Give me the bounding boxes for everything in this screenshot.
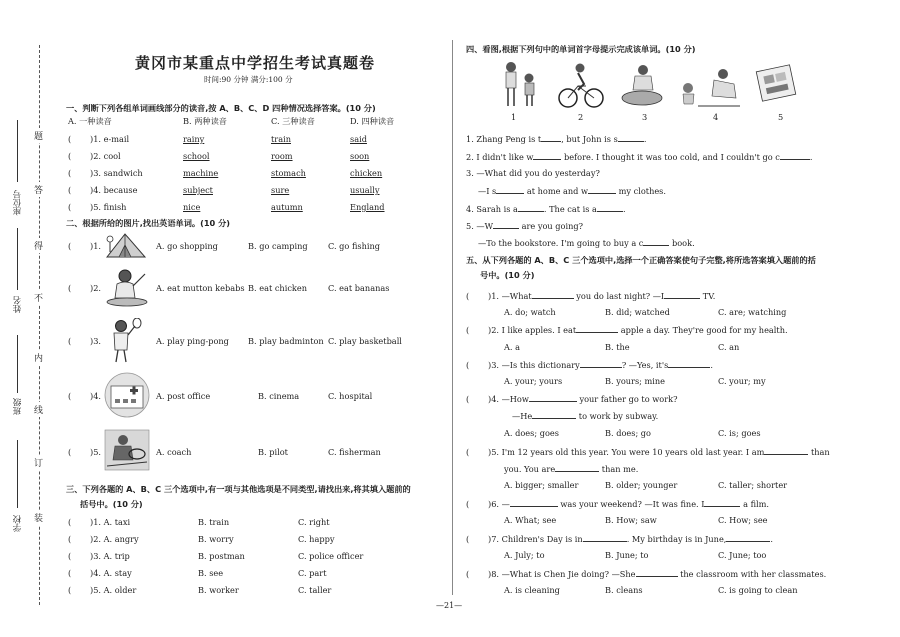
answer-paren[interactable]: ( <box>466 447 470 457</box>
option-a: )5. A. older <box>90 585 137 595</box>
option-b: B. go camping <box>248 241 308 251</box>
fill-sentence: 5. —W are you going? <box>466 221 584 231</box>
word: machine <box>183 168 219 178</box>
word: soon <box>350 151 370 161</box>
section1-heading: 一、判断下列各组单词画线部分的读音,按 A、B、C、D 四种情况选择答案。(10 分) <box>66 103 376 113</box>
option-a: )4. A. stay <box>90 568 132 578</box>
option-b: B. did; watched <box>605 307 670 317</box>
blank-input[interactable] <box>555 463 599 472</box>
word: train <box>271 134 291 144</box>
question-number: )3. <box>90 336 102 346</box>
option-c: C. eat bananas <box>328 283 390 293</box>
section3-heading: 三、下列各题的 A、B、C 三个选项中,有一项与其他选项是不同类型,请找出来,将其填入题前的 <box>66 484 411 494</box>
option-b: B. yours; mine <box>605 376 666 386</box>
blank-input[interactable] <box>780 151 810 160</box>
blank-input[interactable] <box>636 568 678 577</box>
washing-clothes-icon <box>617 60 667 110</box>
option-c: C. fisherman <box>328 447 381 457</box>
question: ( )6. — was your weekend? —It was fine. I a film. <box>466 499 770 509</box>
option-a: )3. A. trip <box>90 551 130 561</box>
option-a: A. coach <box>156 447 192 457</box>
option-b: B. see <box>198 568 224 578</box>
question-number: )5. <box>90 447 102 457</box>
answer-paren[interactable]: ( <box>68 391 72 401</box>
binding-char: 不 <box>34 290 43 305</box>
option-c: C. hospital <box>328 391 373 401</box>
word: said <box>350 134 367 144</box>
answer-paren[interactable]: ( <box>466 499 470 509</box>
answer-paren[interactable]: ( <box>68 202 72 212</box>
blank-input[interactable] <box>704 498 740 507</box>
option-a: A. play ping-pong <box>156 336 229 346</box>
option-c: C. an <box>718 342 740 352</box>
option-a: A. bigger; smaller <box>504 480 579 490</box>
question: ( )5. I'm 12 years old this year. You were 10 years old last year. I am than <box>466 447 830 457</box>
pic-number: 4 <box>713 112 719 122</box>
option-b: B. pilot <box>258 447 288 457</box>
option-c: C. part <box>298 568 327 578</box>
answer-paren[interactable]: ( <box>466 325 470 335</box>
option-b: B. older; younger <box>605 480 678 490</box>
answer-paren[interactable]: ( <box>68 568 72 578</box>
blank-input[interactable] <box>583 533 627 542</box>
answer-paren[interactable]: ( <box>466 534 470 544</box>
name-field <box>17 228 18 290</box>
blank-input[interactable] <box>580 359 622 368</box>
word: school <box>183 151 210 161</box>
option-c: C. play basketball <box>328 336 402 346</box>
binding-char: 得 <box>34 238 43 253</box>
option-c: C. go fishing <box>328 241 381 251</box>
option-a: A. July; to <box>504 550 545 560</box>
fill-sentence: —I s at home and w my clothes. <box>478 186 666 196</box>
fill-sentence: 4. Sarah is a . The cat is a . <box>466 204 626 214</box>
page-title: 黄冈市某重点中学招生考试真题卷 <box>135 54 376 72</box>
binding-char: 线 <box>34 402 43 417</box>
option-a: )2. A. angry <box>90 534 139 544</box>
driver-icon <box>103 426 151 474</box>
option-b: B. How; saw <box>605 515 657 525</box>
section2-heading: 二、根据所给的图片,找出英语单词。(10 分) <box>66 218 231 228</box>
word: nice <box>183 202 201 212</box>
school-label: 学校 <box>13 515 23 532</box>
pic-number: 5 <box>778 112 784 122</box>
option-c: C. taller <box>298 585 332 595</box>
answer-paren[interactable]: ( <box>68 447 72 457</box>
option-b: B. cinema <box>258 391 300 401</box>
answer-paren[interactable]: ( <box>68 168 72 178</box>
word: England <box>350 202 385 212</box>
option-a: A. do; watch <box>504 307 556 317</box>
blank-input[interactable] <box>529 393 577 402</box>
option-a: A. go shopping <box>156 241 218 251</box>
binding-char: 内 <box>34 350 43 365</box>
blank-input[interactable] <box>532 410 576 419</box>
option-c: C. are; watching <box>718 307 787 317</box>
question: ( )2. I like apples. I eat apple a day. They're good for my health. <box>466 325 788 335</box>
blank-input[interactable] <box>588 185 616 194</box>
option-a: A. does; goes <box>504 428 559 438</box>
answer-paren[interactable]: ( <box>68 551 72 561</box>
option-label: A. 一种读音 <box>68 116 112 126</box>
option-c: C. June; too <box>718 550 767 560</box>
cycling-icon <box>556 60 606 110</box>
answer-paren[interactable]: ( <box>68 534 72 544</box>
fill-sentence: 3. —What did you do yesterday? <box>466 168 600 178</box>
question-word: )5. finish <box>90 202 127 212</box>
binding-char: 题 <box>34 128 43 143</box>
blank-input[interactable] <box>668 359 710 368</box>
answer-paren[interactable]: ( <box>68 336 72 346</box>
pic-number: 1 <box>511 112 517 122</box>
question-cont: —He to work by subway. <box>512 411 659 421</box>
blank-input[interactable] <box>518 203 544 212</box>
answer-paren[interactable]: ( <box>466 291 470 301</box>
option-c: C. How; see <box>718 515 768 525</box>
comic-book-icon <box>755 62 800 108</box>
question-cont: you. You are than me. <box>504 464 639 474</box>
word: rainy <box>183 134 205 144</box>
section5-heading-cont: 号中。(10 分) <box>480 270 535 280</box>
question: ( )8. —What is Chen Jie doing? —She the classroom with her classmates. <box>466 569 827 579</box>
question: ( )3. —Is this dictionary ? —Yes, it's . <box>466 360 713 370</box>
option-label: D. 四种读音 <box>350 116 395 126</box>
option-b: B. eat chicken <box>248 283 307 293</box>
pic-number: 2 <box>578 112 584 122</box>
seat-number-field <box>17 120 18 182</box>
blank-input[interactable] <box>532 290 574 299</box>
answer-paren[interactable]: ( <box>68 185 72 195</box>
option-c: C. police officer <box>298 551 364 561</box>
binding-char: 答 <box>34 182 43 197</box>
eating-person-icon <box>103 268 151 308</box>
answer-paren[interactable]: ( <box>466 569 470 579</box>
page-subtitle: 时间:90 分钟 满分:100 分 <box>204 75 293 84</box>
option-b: B. postman <box>198 551 245 561</box>
question-number: )1. <box>90 241 102 251</box>
blank-input[interactable] <box>764 446 808 455</box>
page-number: —21— <box>436 601 463 610</box>
question: ( )1. —What you do last night? —I TV. <box>466 291 716 301</box>
seat-number-label: 座位号 <box>13 190 23 216</box>
fill-sentence: 1. Zhang Peng is t , but John is s . <box>466 134 647 144</box>
option-c: C. right <box>298 517 330 527</box>
blank-input[interactable] <box>541 133 561 142</box>
option-label: B. 两种读音 <box>183 116 227 126</box>
option-a: A. What; see <box>504 515 557 525</box>
name-label: 姓名 <box>13 296 23 313</box>
option-a: A. post office <box>156 391 211 401</box>
binding-char: 订 <box>34 455 43 470</box>
school-field <box>17 440 18 508</box>
option-b: B. the <box>605 342 630 352</box>
question-word: )1. e-mail <box>90 134 130 144</box>
blank-input[interactable] <box>493 220 519 229</box>
option-c: C. taller; shorter <box>718 480 788 490</box>
blank-input[interactable] <box>618 133 644 142</box>
word: autumn <box>271 202 303 212</box>
blank-input[interactable] <box>496 185 524 194</box>
option-b: B. train <box>198 517 230 527</box>
hospital-icon <box>103 372 151 418</box>
answer-paren[interactable]: ( <box>68 585 72 595</box>
question-number: )2. <box>90 283 102 293</box>
option-b: B. play badminton <box>248 336 324 346</box>
column-divider <box>452 40 453 595</box>
badminton-player-icon <box>103 318 143 364</box>
word: sure <box>271 185 290 195</box>
word: room <box>271 151 293 161</box>
tall-short-boys-icon <box>495 60 545 110</box>
class-label: 班级 <box>13 398 23 415</box>
blank-input[interactable] <box>597 203 623 212</box>
word: chicken <box>350 168 383 178</box>
option-c: C. is; goes <box>718 428 761 438</box>
option-b: B. worry <box>198 534 234 544</box>
blank-input[interactable] <box>664 290 700 299</box>
question-word: )4. because <box>90 185 138 195</box>
question-word: )3. sandwich <box>90 168 143 178</box>
section3-heading-cont: 括号中。(10 分) <box>80 499 143 509</box>
section5-heading: 五、从下列各题的 A、B、C 三个选项中,选择一个正确答案使句子完整,将所选答案填入题前的括 <box>466 255 816 265</box>
blank-input[interactable] <box>533 151 561 160</box>
option-label: C. 三种读音 <box>271 116 315 126</box>
option-a: A. eat mutton kebabs <box>156 283 245 293</box>
option-c: C. happy <box>298 534 335 544</box>
option-c: C. is going to clean <box>718 585 798 595</box>
pic-number: 3 <box>642 112 648 122</box>
answer-paren[interactable]: ( <box>68 134 72 144</box>
answer-paren[interactable]: ( <box>466 394 470 404</box>
answer-paren[interactable]: ( <box>68 517 72 527</box>
answer-paren[interactable]: ( <box>68 241 72 251</box>
option-b: B. does; go <box>605 428 651 438</box>
word: stomach <box>271 168 306 178</box>
word: subject <box>183 185 213 195</box>
option-a: A. a <box>504 342 520 352</box>
girl-and-cat-icon <box>678 60 743 110</box>
class-field <box>17 335 18 393</box>
binding-char: 装 <box>34 510 43 525</box>
section4-heading: 四、看图,根据下列句中的单词首字母提示完成该单词。(10 分) <box>466 44 696 54</box>
option-c: C. your; my <box>718 376 766 386</box>
answer-paren[interactable]: ( <box>68 151 72 161</box>
blank-input[interactable] <box>510 498 558 507</box>
option-b: B. June; to <box>605 550 649 560</box>
blank-input[interactable] <box>726 533 770 542</box>
option-b: B. worker <box>198 585 239 595</box>
option-a: )1. A. taxi <box>90 517 131 527</box>
option-a: A. is cleaning <box>504 585 560 595</box>
question: ( )4. —How your father go to work? <box>466 394 678 404</box>
blank-input[interactable] <box>576 324 618 333</box>
camping-tent-icon <box>103 230 149 260</box>
option-b: B. cleans <box>605 585 643 595</box>
answer-paren[interactable]: ( <box>68 283 72 293</box>
question: ( )7. Children's Day is in . My birthday is in June, . <box>466 534 774 544</box>
fill-sentence: 2. I didn't like w before. I thought it was too cold, and I couldn't go c . <box>466 152 813 162</box>
answer-paren[interactable]: ( <box>466 360 470 370</box>
question-word: )2. cool <box>90 151 121 161</box>
blank-input[interactable] <box>643 237 669 246</box>
question-number: )4. <box>90 391 102 401</box>
word: usually <box>350 185 380 195</box>
fill-sentence: —To the bookstore. I'm going to buy a c book. <box>478 238 695 248</box>
option-a: A. your; yours <box>504 376 563 386</box>
